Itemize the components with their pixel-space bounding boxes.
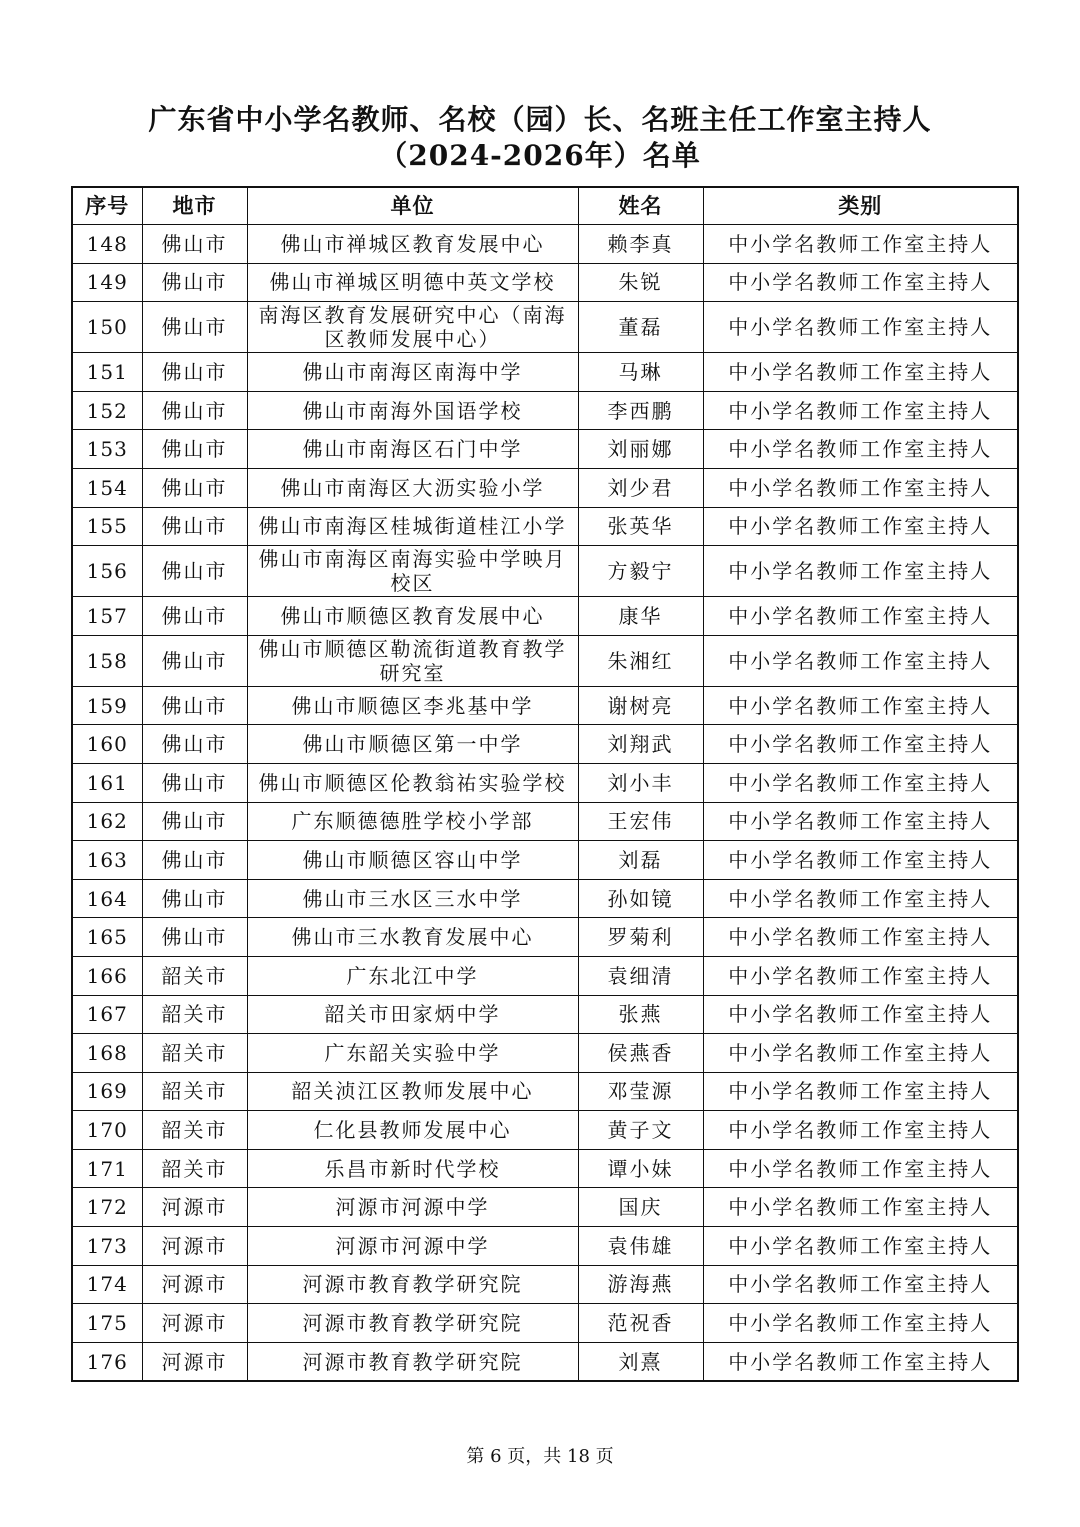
table-row [72, 956, 1018, 995]
table-row [72, 546, 1018, 597]
cell-city: 佛山市 [142, 263, 247, 302]
table-row [72, 1034, 1018, 1073]
table-row [72, 879, 1018, 918]
cell-category: 中小学名教师工作室主持人 [703, 841, 1018, 880]
cell-category: 中小学名教师工作室主持人 [703, 1072, 1018, 1111]
cell-unit: 佛山市南海区桂城街道桂江小学 [247, 507, 578, 546]
cell-name: 刘小丰 [578, 763, 703, 802]
cell-unit: 河源市河源中学 [247, 1227, 578, 1266]
cell-name: 王宏伟 [578, 802, 703, 841]
cell-unit: 佛山市顺德区伦教翁祐实验学校 [247, 763, 578, 802]
cell-name: 朱湘红 [578, 635, 703, 686]
cell-name: 马琳 [578, 353, 703, 392]
cell-no: 169 [72, 1072, 142, 1111]
cell-category: 中小学名教师工作室主持人 [703, 1227, 1018, 1266]
cell-name: 赖李真 [578, 225, 703, 264]
cell-city: 韶关市 [142, 1149, 247, 1188]
cell-category: 中小学名教师工作室主持人 [703, 686, 1018, 725]
cell-no: 151 [72, 353, 142, 392]
cell-no: 165 [72, 918, 142, 957]
cell-name: 朱锐 [578, 263, 703, 302]
cell-category: 中小学名教师工作室主持人 [703, 918, 1018, 957]
cell-category: 中小学名教师工作室主持人 [703, 879, 1018, 918]
cell-category: 中小学名教师工作室主持人 [703, 995, 1018, 1034]
cell-no: 158 [72, 635, 142, 686]
cell-city: 佛山市 [142, 841, 247, 880]
cell-category: 中小学名教师工作室主持人 [703, 1342, 1018, 1381]
cell-category: 中小学名教师工作室主持人 [703, 468, 1018, 507]
cell-category: 中小学名教师工作室主持人 [703, 1149, 1018, 1188]
table-row [72, 1342, 1018, 1381]
cell-category: 中小学名教师工作室主持人 [703, 597, 1018, 636]
table-row [72, 635, 1018, 686]
cell-no: 149 [72, 263, 142, 302]
cell-no: 173 [72, 1227, 142, 1266]
cell-name: 刘磊 [578, 841, 703, 880]
cell-city: 佛山市 [142, 468, 247, 507]
cell-city: 韶关市 [142, 1111, 247, 1150]
cell-unit: 佛山市三水教育发展中心 [247, 918, 578, 957]
cell-unit: 佛山市南海外国语学校 [247, 391, 578, 430]
cell-no: 155 [72, 507, 142, 546]
cell-city: 佛山市 [142, 353, 247, 392]
cell-category: 中小学名教师工作室主持人 [703, 956, 1018, 995]
cell-category: 中小学名教师工作室主持人 [703, 1265, 1018, 1304]
table-row [72, 225, 1018, 264]
cell-category: 中小学名教师工作室主持人 [703, 391, 1018, 430]
cell-city: 韶关市 [142, 1034, 247, 1073]
cell-unit: 广东北江中学 [247, 956, 578, 995]
cell-no: 160 [72, 725, 142, 764]
cell-no: 157 [72, 597, 142, 636]
table-row [72, 995, 1018, 1034]
cell-unit: 韶关浈江区教师发展中心 [247, 1072, 578, 1111]
table-row [72, 841, 1018, 880]
cell-unit: 南海区教育发展研究中心（南海区教师发展中心） [247, 302, 578, 353]
table-row [72, 302, 1018, 353]
cell-unit: 广东韶关实验中学 [247, 1034, 578, 1073]
studio-host-roster-table [71, 186, 1019, 1382]
cell-name: 刘翔武 [578, 725, 703, 764]
table-row [72, 1304, 1018, 1343]
cell-name: 刘熹 [578, 1342, 703, 1381]
cell-name: 袁伟雄 [578, 1227, 703, 1266]
cell-unit: 佛山市禅城区教育发展中心 [247, 225, 578, 264]
cell-no: 152 [72, 391, 142, 430]
header-category: 类别 [703, 187, 1018, 225]
cell-city: 河源市 [142, 1227, 247, 1266]
cell-name: 李西鹏 [578, 391, 703, 430]
table-row [72, 468, 1018, 507]
cell-name: 罗菊利 [578, 918, 703, 957]
cell-no: 176 [72, 1342, 142, 1381]
cell-city: 佛山市 [142, 225, 247, 264]
cell-unit: 佛山市禅城区明德中英文学校 [247, 263, 578, 302]
header-name: 姓名 [578, 187, 703, 225]
cell-no: 159 [72, 686, 142, 725]
cell-no: 161 [72, 763, 142, 802]
cell-city: 佛山市 [142, 430, 247, 469]
cell-city: 佛山市 [142, 635, 247, 686]
table-row [72, 686, 1018, 725]
cell-unit: 佛山市南海区石门中学 [247, 430, 578, 469]
cell-city: 韶关市 [142, 995, 247, 1034]
cell-name: 刘丽娜 [578, 430, 703, 469]
cell-unit: 乐昌市新时代学校 [247, 1149, 578, 1188]
cell-city: 佛山市 [142, 507, 247, 546]
cell-no: 166 [72, 956, 142, 995]
table-row [72, 725, 1018, 764]
table-row [72, 802, 1018, 841]
cell-unit: 佛山市顺德区李兆基中学 [247, 686, 578, 725]
cell-name: 范祝香 [578, 1304, 703, 1343]
cell-no: 162 [72, 802, 142, 841]
cell-no: 154 [72, 468, 142, 507]
cell-unit: 河源市教育教学研究院 [247, 1342, 578, 1381]
cell-category: 中小学名教师工作室主持人 [703, 263, 1018, 302]
cell-unit: 佛山市南海区大沥实验小学 [247, 468, 578, 507]
cell-category: 中小学名教师工作室主持人 [703, 225, 1018, 264]
cell-unit: 河源市教育教学研究院 [247, 1265, 578, 1304]
cell-name: 孙如镜 [578, 879, 703, 918]
cell-name: 邓莹源 [578, 1072, 703, 1111]
cell-unit: 佛山市顺德区第一中学 [247, 725, 578, 764]
table-row [72, 430, 1018, 469]
table-row [72, 391, 1018, 430]
cell-city: 佛山市 [142, 302, 247, 353]
cell-name: 游海燕 [578, 1265, 703, 1304]
page-number: 第 6 页，共 18 页 [466, 1446, 614, 1467]
cell-city: 河源市 [142, 1342, 247, 1381]
table-row [72, 1072, 1018, 1111]
cell-name: 袁细清 [578, 956, 703, 995]
cell-category: 中小学名教师工作室主持人 [703, 302, 1018, 353]
cell-no: 175 [72, 1304, 142, 1343]
cell-name: 国庆 [578, 1188, 703, 1227]
cell-name: 张英华 [578, 507, 703, 546]
cell-unit: 佛山市南海区南海中学 [247, 353, 578, 392]
document-title-line-2: （2024-2026年）名单 [379, 139, 701, 172]
cell-city: 佛山市 [142, 763, 247, 802]
table-row [72, 263, 1018, 302]
cell-unit: 佛山市三水区三水中学 [247, 879, 578, 918]
cell-no: 167 [72, 995, 142, 1034]
cell-city: 河源市 [142, 1304, 247, 1343]
cell-unit: 佛山市顺德区容山中学 [247, 841, 578, 880]
cell-city: 佛山市 [142, 546, 247, 597]
cell-no: 164 [72, 879, 142, 918]
cell-no: 171 [72, 1149, 142, 1188]
cell-unit: 仁化县教师发展中心 [247, 1111, 578, 1150]
cell-no: 163 [72, 841, 142, 880]
cell-city: 韶关市 [142, 1072, 247, 1111]
cell-category: 中小学名教师工作室主持人 [703, 546, 1018, 597]
cell-no: 170 [72, 1111, 142, 1150]
cell-name: 刘少君 [578, 468, 703, 507]
cell-no: 153 [72, 430, 142, 469]
cell-city: 佛山市 [142, 879, 247, 918]
table-header-row [72, 187, 1018, 225]
table-row [72, 597, 1018, 636]
cell-no: 150 [72, 302, 142, 353]
table-body [72, 225, 1018, 1382]
cell-city: 佛山市 [142, 802, 247, 841]
cell-category: 中小学名教师工作室主持人 [703, 725, 1018, 764]
cell-name: 方毅宁 [578, 546, 703, 597]
header-no: 序号 [72, 187, 142, 225]
table-row [72, 1111, 1018, 1150]
cell-unit: 佛山市顺德区教育发展中心 [247, 597, 578, 636]
table-row [72, 1265, 1018, 1304]
cell-unit: 河源市教育教学研究院 [247, 1304, 578, 1343]
document-title-line-1: 广东省中小学名教师、名校（园）长、名班主任工作室主持人 [148, 103, 932, 136]
cell-no: 172 [72, 1188, 142, 1227]
cell-name: 康华 [578, 597, 703, 636]
cell-unit: 河源市河源中学 [247, 1188, 578, 1227]
cell-no: 148 [72, 225, 142, 264]
header-unit: 单位 [247, 187, 578, 225]
cell-category: 中小学名教师工作室主持人 [703, 635, 1018, 686]
cell-city: 佛山市 [142, 391, 247, 430]
cell-name: 谭小妹 [578, 1149, 703, 1188]
cell-no: 156 [72, 546, 142, 597]
cell-name: 董磊 [578, 302, 703, 353]
cell-city: 佛山市 [142, 918, 247, 957]
cell-no: 168 [72, 1034, 142, 1073]
cell-name: 谢树亮 [578, 686, 703, 725]
table-row [72, 353, 1018, 392]
table-row [72, 763, 1018, 802]
table-row [72, 507, 1018, 546]
cell-category: 中小学名教师工作室主持人 [703, 1034, 1018, 1073]
cell-category: 中小学名教师工作室主持人 [703, 430, 1018, 469]
cell-no: 174 [72, 1265, 142, 1304]
header-city: 地市 [142, 187, 247, 225]
cell-name: 黄子文 [578, 1111, 703, 1150]
table-row [72, 1227, 1018, 1266]
cell-category: 中小学名教师工作室主持人 [703, 507, 1018, 546]
cell-city: 河源市 [142, 1265, 247, 1304]
cell-city: 佛山市 [142, 597, 247, 636]
cell-unit: 佛山市南海区南海实验中学映月校区 [247, 546, 578, 597]
cell-category: 中小学名教师工作室主持人 [703, 353, 1018, 392]
table-row [72, 1188, 1018, 1227]
cell-city: 佛山市 [142, 686, 247, 725]
cell-city: 佛山市 [142, 725, 247, 764]
cell-unit: 韶关市田家炳中学 [247, 995, 578, 1034]
cell-category: 中小学名教师工作室主持人 [703, 1304, 1018, 1343]
table-row [72, 1149, 1018, 1188]
cell-name: 侯燕香 [578, 1034, 703, 1073]
cell-city: 韶关市 [142, 956, 247, 995]
cell-category: 中小学名教师工作室主持人 [703, 1188, 1018, 1227]
cell-name: 张燕 [578, 995, 703, 1034]
cell-category: 中小学名教师工作室主持人 [703, 763, 1018, 802]
cell-city: 河源市 [142, 1188, 247, 1227]
cell-category: 中小学名教师工作室主持人 [703, 802, 1018, 841]
table-row [72, 918, 1018, 957]
cell-category: 中小学名教师工作室主持人 [703, 1111, 1018, 1150]
cell-unit: 广东顺德德胜学校小学部 [247, 802, 578, 841]
cell-unit: 佛山市顺德区勒流街道教育教学研究室 [247, 635, 578, 686]
